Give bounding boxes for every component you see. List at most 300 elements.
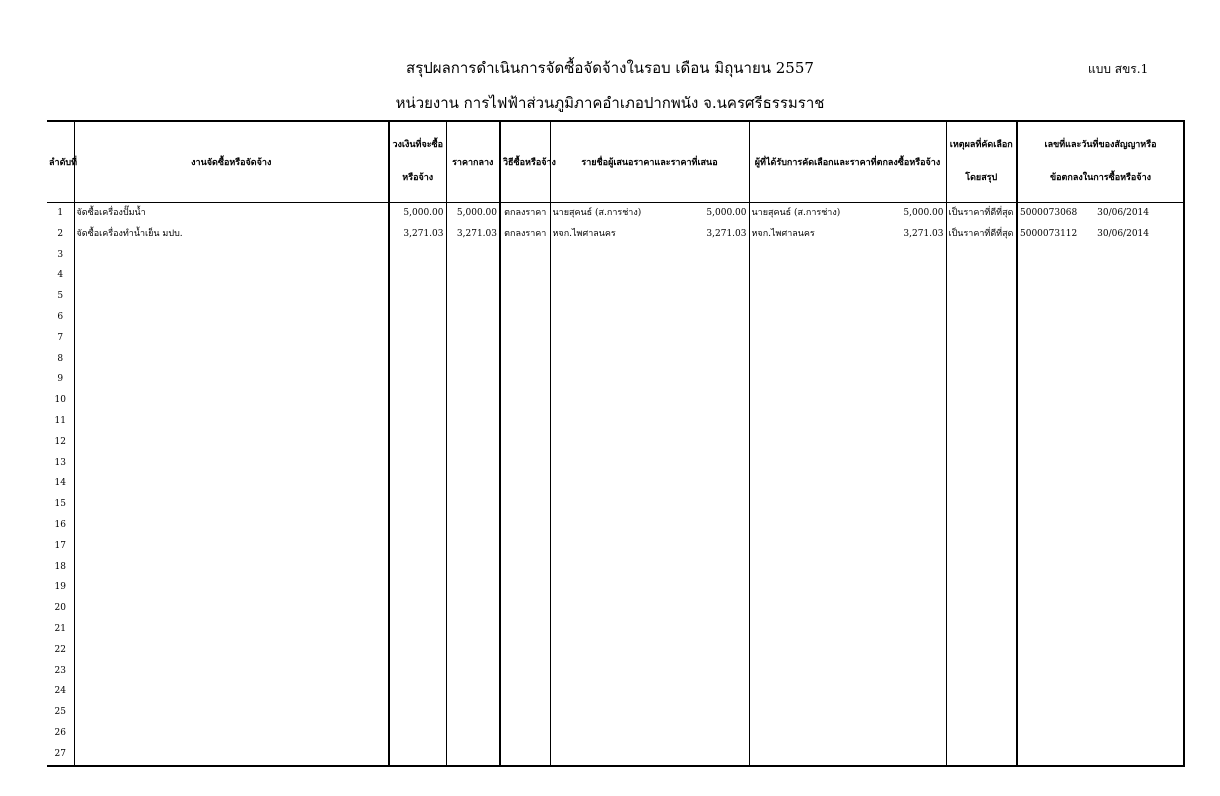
method-cell [500, 619, 550, 640]
cell-no: 2 [57, 228, 64, 239]
row-number [47, 557, 74, 578]
row-number [47, 432, 74, 453]
reason-cell [946, 515, 1017, 536]
cell-reason: เป็นราคาที่ดีที่สุด [948, 228, 1014, 239]
cell-no: 5 [57, 291, 64, 302]
method-cell [500, 702, 550, 723]
budget-cell [389, 286, 446, 307]
row-number [47, 681, 74, 702]
reason-cell [946, 640, 1017, 661]
row-number [47, 577, 74, 598]
row-number [47, 640, 74, 661]
bidder-cell [550, 307, 749, 328]
col-bidders-header: รายชื่อผู้เสนอราคาและราคาที่เสนอ [550, 121, 749, 203]
median-cell [446, 307, 500, 328]
cell-win_price: 5,000.00 [903, 208, 944, 218]
reason-cell [946, 390, 1017, 411]
row-number [47, 494, 74, 515]
bidder-cell [550, 577, 749, 598]
cell-no: 19 [54, 582, 66, 593]
method-cell [500, 598, 550, 619]
budget-cell [389, 557, 446, 578]
item-cell [74, 453, 389, 474]
method-cell [500, 744, 550, 766]
cell-no: 17 [54, 540, 66, 551]
table-row [47, 453, 1184, 474]
reason-cell [946, 619, 1017, 640]
reason-cell [946, 723, 1017, 744]
median-cell [446, 494, 500, 515]
cell-winner: นายสุคนธ์ (ส.การช่าง) [751, 208, 841, 218]
contract-cell [1017, 265, 1184, 286]
cell-no: 16 [54, 519, 66, 530]
contract-cell [1017, 723, 1184, 744]
winner-cell [749, 536, 946, 557]
table-row [47, 349, 1184, 370]
median-cell [446, 702, 500, 723]
budget-cell [389, 702, 446, 723]
budget-cell [389, 349, 446, 370]
table-row [47, 369, 1184, 390]
cell-no: 15 [54, 499, 66, 510]
item-cell [74, 307, 389, 328]
table-row [47, 411, 1184, 432]
winner-cell [749, 390, 946, 411]
winner-cell [749, 661, 946, 682]
reason-cell [946, 661, 1017, 682]
method-cell [500, 203, 550, 224]
row-number [47, 744, 74, 766]
cell-reason: เป็นราคาที่ดีที่สุด [948, 208, 1014, 218]
method-cell [500, 328, 550, 349]
item-cell [74, 411, 389, 432]
median-cell [446, 349, 500, 370]
reason-cell [946, 577, 1017, 598]
bidder-cell [550, 411, 749, 432]
contract-cell [1017, 453, 1184, 474]
item-cell [74, 744, 389, 766]
reason-cell [946, 536, 1017, 557]
method-cell [500, 349, 550, 370]
item-cell [74, 265, 389, 286]
bidder-cell [550, 453, 749, 474]
method-cell [500, 661, 550, 682]
method-cell [500, 557, 550, 578]
cell-no: 13 [54, 457, 66, 468]
bidder-cell [550, 681, 749, 702]
bidder-cell [550, 619, 749, 640]
cell-no: 1 [57, 208, 64, 218]
method-cell [500, 224, 550, 245]
budget-cell [389, 453, 446, 474]
contract-cell [1017, 203, 1184, 224]
item-cell [74, 619, 389, 640]
bidder-cell [550, 328, 749, 349]
cell-no: 20 [54, 603, 66, 614]
cell-method: ตกลงราคา [504, 208, 547, 218]
table-row [47, 702, 1184, 723]
budget-cell [389, 723, 446, 744]
reason-cell [946, 286, 1017, 307]
col-budget-header [389, 121, 446, 203]
reason-cell [946, 203, 1017, 224]
median-cell [446, 536, 500, 557]
bidder-cell [550, 557, 749, 578]
bidder-cell [550, 640, 749, 661]
item-cell [74, 681, 389, 702]
winner-cell [749, 640, 946, 661]
budget-cell [389, 224, 446, 245]
median-cell [446, 557, 500, 578]
item-cell [74, 640, 389, 661]
reason-cell [946, 265, 1017, 286]
winner-cell [749, 744, 946, 766]
median-cell [446, 598, 500, 619]
method-cell [500, 723, 550, 744]
reason-cell [946, 245, 1017, 266]
reason-cell [946, 744, 1017, 766]
item-cell [74, 390, 389, 411]
budget-cell [389, 681, 446, 702]
row-number [47, 723, 74, 744]
winner-cell [749, 473, 946, 494]
item-cell [74, 224, 389, 245]
median-cell [446, 245, 500, 266]
median-cell [446, 619, 500, 640]
reason-cell [946, 473, 1017, 494]
cell-no: 11 [54, 415, 66, 426]
budget-cell [389, 536, 446, 557]
budget-cell [389, 598, 446, 619]
cell-budget: 5,000.00 [403, 208, 444, 218]
item-cell [74, 245, 389, 266]
row-number [47, 286, 74, 307]
item-cell [74, 598, 389, 619]
median-cell [446, 328, 500, 349]
cell-win_price: 3,271.03 [903, 228, 944, 239]
contract-cell [1017, 640, 1184, 661]
cell-no: 3 [57, 249, 64, 260]
winner-cell [749, 702, 946, 723]
item-cell [74, 286, 389, 307]
method-cell [500, 265, 550, 286]
table-row [47, 286, 1184, 307]
table-row [47, 723, 1184, 744]
col-contract-line2: ข้อตกลงในการซื้อหรือจ้าง [1049, 173, 1152, 183]
table-row [47, 619, 1184, 640]
reason-cell [946, 453, 1017, 474]
budget-cell [389, 432, 446, 453]
budget-cell [389, 619, 446, 640]
item-cell [74, 203, 389, 224]
reason-cell [946, 411, 1017, 432]
method-cell [500, 411, 550, 432]
table-row [47, 224, 1184, 245]
row-number [47, 411, 74, 432]
contract-cell [1017, 536, 1184, 557]
bidder-cell [550, 265, 749, 286]
contract-cell [1017, 411, 1184, 432]
cell-no: 10 [54, 395, 66, 406]
contract-cell [1017, 369, 1184, 390]
cell-no: 6 [57, 311, 64, 322]
method-cell [500, 245, 550, 266]
winner-cell [749, 245, 946, 266]
table-row [47, 536, 1184, 557]
reason-cell [946, 557, 1017, 578]
col-item-header: งานจัดซื้อหรือจัดจ้าง [74, 121, 389, 203]
budget-cell [389, 744, 446, 766]
method-cell [500, 473, 550, 494]
method-cell [500, 432, 550, 453]
median-cell [446, 203, 500, 224]
item-cell [74, 557, 389, 578]
contract-cell [1017, 702, 1184, 723]
cell-budget: 3,271.03 [403, 228, 444, 239]
cell-no: 21 [54, 623, 66, 634]
bidder-cell [550, 203, 749, 224]
bidder-cell [550, 224, 749, 245]
row-number [47, 661, 74, 682]
col-reason-header [946, 121, 1017, 203]
method-cell [500, 681, 550, 702]
budget-cell [389, 494, 446, 515]
cell-method: ตกลงราคา [504, 228, 547, 239]
bidder-cell [550, 286, 749, 307]
budget-cell [389, 390, 446, 411]
col-reason-line2: โดยสรุป [965, 173, 998, 183]
budget-cell [389, 369, 446, 390]
row-number [47, 245, 74, 266]
reason-cell [946, 702, 1017, 723]
budget-cell [389, 577, 446, 598]
cell-median: 5,000.00 [456, 208, 497, 218]
reason-cell [946, 369, 1017, 390]
median-cell [446, 577, 500, 598]
col-contract-header [1017, 121, 1184, 203]
cell-bid_price: 3,271.03 [706, 228, 747, 239]
bidder-cell [550, 390, 749, 411]
bidder-cell [550, 432, 749, 453]
cell-contract_no: 5000073068 [1020, 208, 1078, 218]
budget-cell [389, 473, 446, 494]
cell-contract_date: 30/06/2014 [1097, 208, 1149, 218]
median-cell [446, 224, 500, 245]
table-row [47, 328, 1184, 349]
item-cell [74, 661, 389, 682]
table-row [47, 640, 1184, 661]
reason-cell [946, 349, 1017, 370]
median-cell [446, 515, 500, 536]
method-cell [500, 390, 550, 411]
method-cell [500, 453, 550, 474]
median-cell [446, 681, 500, 702]
contract-cell [1017, 619, 1184, 640]
bidder-cell [550, 515, 749, 536]
row-number [47, 349, 74, 370]
median-cell [446, 265, 500, 286]
winner-cell [749, 286, 946, 307]
budget-cell [389, 245, 446, 266]
contract-cell [1017, 473, 1184, 494]
cell-contract_date: 30/06/2014 [1097, 228, 1149, 239]
cell-no: 23 [54, 665, 66, 676]
contract-cell [1017, 661, 1184, 682]
row-number [47, 390, 74, 411]
contract-cell [1017, 557, 1184, 578]
winner-cell [749, 723, 946, 744]
cell-contract_no: 5000073112 [1020, 228, 1078, 239]
winner-cell [749, 515, 946, 536]
table-row [47, 744, 1184, 766]
cell-no: 4 [57, 270, 64, 281]
table-row [47, 390, 1184, 411]
reason-cell [946, 681, 1017, 702]
contract-cell [1017, 307, 1184, 328]
budget-cell [389, 661, 446, 682]
item-cell [74, 473, 389, 494]
cell-no: 26 [54, 727, 66, 738]
reason-cell [946, 328, 1017, 349]
contract-cell [1017, 349, 1184, 370]
contract-cell [1017, 744, 1184, 766]
reason-cell [946, 494, 1017, 515]
table-row [47, 432, 1184, 453]
cell-item: จัดซื้อเครื่องปั๊มน้ำ [76, 208, 146, 218]
method-cell [500, 494, 550, 515]
col-contract-line1: เลขที่และวันที่ของสัญญาหรือ [1044, 140, 1157, 150]
row-number [47, 536, 74, 557]
budget-cell [389, 307, 446, 328]
report-subtitle: หน่วยงาน การไฟฟ้าส่วนภูมิภาคอำเภอปากพนัง จ.นครศรีธรรมราช [395, 94, 825, 112]
item-cell [74, 494, 389, 515]
median-cell [446, 473, 500, 494]
row-number [47, 598, 74, 619]
budget-cell [389, 640, 446, 661]
bidder-cell [550, 598, 749, 619]
col-winner-header: ผู้ที่ได้รับการคัดเลือกและราคาที่ตกลงซื้อหรือจ้าง [749, 121, 946, 203]
winner-cell [749, 349, 946, 370]
winner-cell [749, 494, 946, 515]
median-cell [446, 432, 500, 453]
contract-cell [1017, 245, 1184, 266]
reason-cell [946, 432, 1017, 453]
item-cell [74, 577, 389, 598]
budget-cell [389, 328, 446, 349]
row-number [47, 473, 74, 494]
cell-no: 18 [54, 561, 66, 572]
form-code: แบบ สขร.1 [1088, 62, 1149, 76]
contract-cell [1017, 577, 1184, 598]
median-cell [446, 453, 500, 474]
bidder-cell [550, 473, 749, 494]
cell-bidder: หจก.ไพศาลนคร [552, 228, 616, 239]
method-cell [500, 286, 550, 307]
contract-cell [1017, 286, 1184, 307]
median-cell [446, 744, 500, 766]
cell-bidder: นายสุคนธ์ (ส.การช่าง) [552, 208, 642, 218]
median-cell [446, 661, 500, 682]
method-cell [500, 515, 550, 536]
row-number [47, 453, 74, 474]
item-cell [74, 723, 389, 744]
cell-no: 8 [57, 353, 64, 364]
bidder-cell [550, 661, 749, 682]
budget-cell [389, 515, 446, 536]
table-row [47, 557, 1184, 578]
winner-cell [749, 328, 946, 349]
cell-bid_price: 5,000.00 [706, 208, 747, 218]
median-cell [446, 286, 500, 307]
table-row [47, 245, 1184, 266]
median-cell [446, 390, 500, 411]
item-cell [74, 328, 389, 349]
item-cell [74, 432, 389, 453]
item-cell [74, 349, 389, 370]
bidder-cell [550, 494, 749, 515]
contract-cell [1017, 224, 1184, 245]
table-row [47, 577, 1184, 598]
contract-cell [1017, 681, 1184, 702]
contract-cell [1017, 598, 1184, 619]
winner-cell [749, 265, 946, 286]
bidder-cell [550, 744, 749, 766]
cell-no: 12 [54, 436, 66, 447]
winner-cell [749, 224, 946, 245]
table-row [47, 265, 1184, 286]
report-title: สรุปผลการดำเนินการจัดซื้อจัดจ้างในรอบ เดือน มิถุนายน 2557 [406, 59, 814, 77]
col-method-header: วิธีซื้อหรือจ้าง [500, 121, 550, 203]
median-cell [446, 640, 500, 661]
median-cell [446, 369, 500, 390]
table-row [47, 203, 1184, 224]
table-row [47, 681, 1184, 702]
bidder-cell [550, 536, 749, 557]
contract-cell [1017, 328, 1184, 349]
row-number [47, 515, 74, 536]
item-cell [74, 369, 389, 390]
item-cell [74, 515, 389, 536]
budget-cell [389, 265, 446, 286]
row-number [47, 265, 74, 286]
winner-cell [749, 432, 946, 453]
procurement-table [47, 120, 1185, 767]
table-row [47, 307, 1184, 328]
method-cell [500, 369, 550, 390]
item-cell [74, 536, 389, 557]
item-cell [74, 702, 389, 723]
row-number [47, 328, 74, 349]
col-no-header: ลำดับที่ [47, 121, 74, 203]
col-budget-line1: วงเงินที่จะซื้อ [392, 140, 444, 150]
bidder-cell [550, 349, 749, 370]
table-header-row [47, 121, 1184, 203]
table-row [47, 598, 1184, 619]
winner-cell [749, 453, 946, 474]
method-cell [500, 307, 550, 328]
cell-winner: หจก.ไพศาลนคร [751, 228, 815, 239]
reason-cell [946, 307, 1017, 328]
winner-cell [749, 598, 946, 619]
winner-cell [749, 411, 946, 432]
table-row [47, 515, 1184, 536]
bidder-cell [550, 723, 749, 744]
winner-cell [749, 307, 946, 328]
method-cell [500, 577, 550, 598]
bidder-cell [550, 369, 749, 390]
cell-no: 7 [57, 332, 64, 343]
winner-cell [749, 557, 946, 578]
